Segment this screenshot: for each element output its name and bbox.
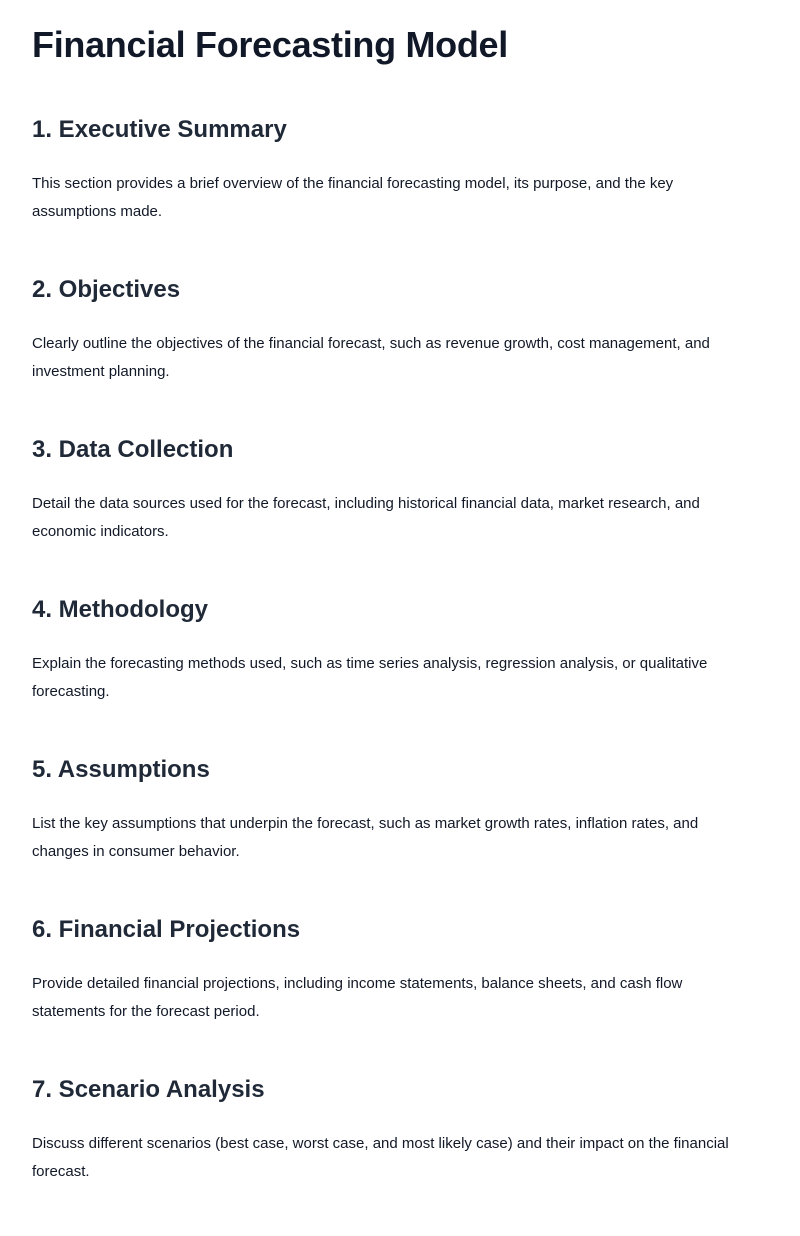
section-executive-summary (32, 116, 768, 276)
section-heading: 3. Data Collection (32, 436, 234, 463)
section-heading: 1. Executive Summary (32, 116, 287, 143)
section-methodology (32, 596, 768, 756)
section-heading: 5. Assumptions (32, 756, 210, 783)
section-heading: 7. Scenario Analysis (32, 1076, 265, 1103)
section-heading: 2. Objectives (32, 276, 181, 303)
document-title: Financial Forecasting Model (32, 24, 508, 65)
section-scenario-analysis (32, 1076, 768, 1236)
section-body: List the key assumptions that underpin the forecast, such as market growth rates, inflation rates, and changes in consumer behavior. (32, 815, 699, 860)
section-body: Detail the data sources used for the forecast, including historical financial data, market research, and economic indicators. (32, 495, 700, 540)
section-body: Clearly outline the objectives of the financial forecast, such as revenue growth, cost management, and investment planning. (32, 335, 710, 380)
section-body: Discuss different scenarios (best case, worst case, and most likely case) and their impact on the financial forecast. (32, 1135, 729, 1180)
section-objectives (32, 276, 768, 436)
section-assumptions (32, 756, 768, 916)
section-heading: 6. Financial Projections (32, 916, 301, 943)
section-body: Explain the forecasting methods used, such as time series analysis, regression analysis, or qualitative forecasting. (32, 655, 708, 700)
sections-list (32, 116, 768, 1236)
section-data-collection (32, 436, 768, 596)
section-financial-projections (32, 916, 768, 1076)
section-heading: 4. Methodology (32, 596, 208, 623)
section-body: This section provides a brief overview of the financial forecasting model, its purpose, and the key assumptions made. (32, 175, 674, 220)
section-body: Provide detailed financial projections, including income statements, balance sheets, and cash flow statements for the forecast period. (32, 975, 683, 1020)
